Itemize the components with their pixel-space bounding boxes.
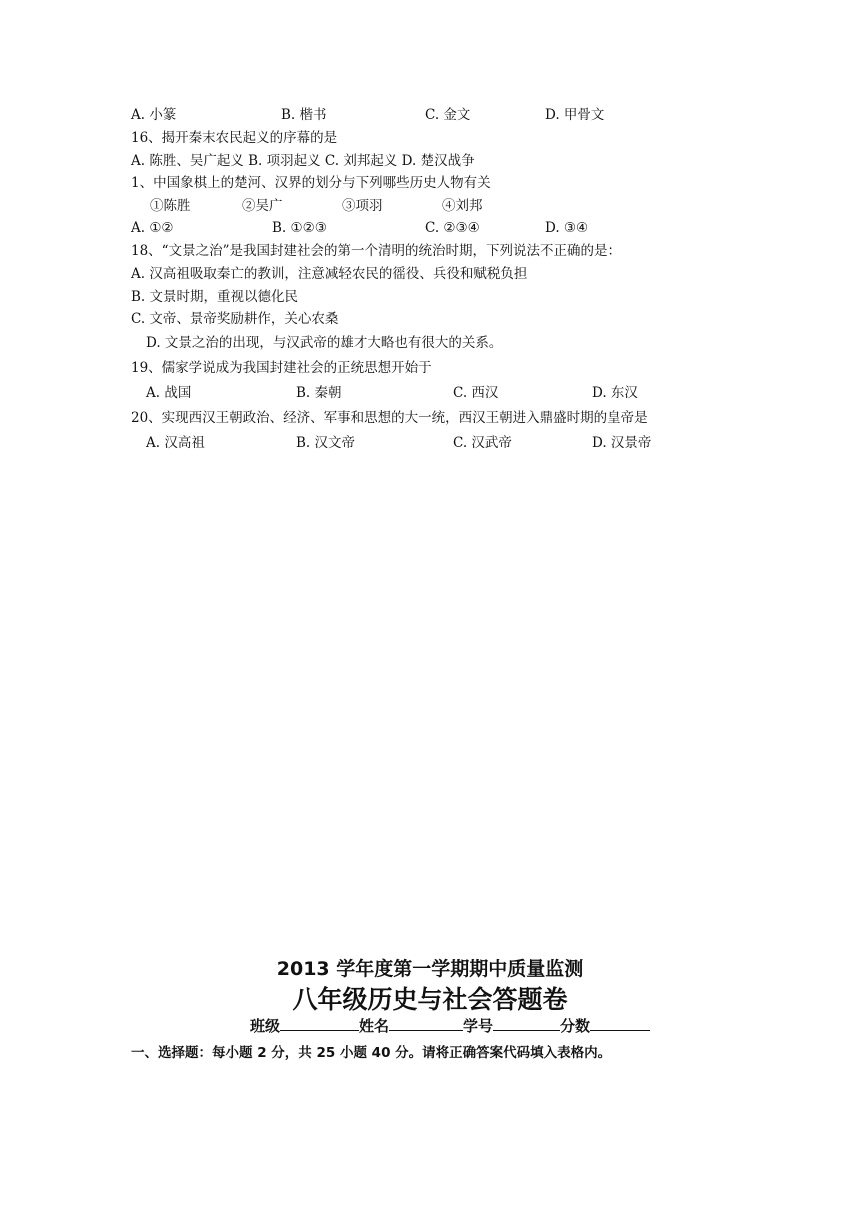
answer-sheet-title: 2013 学年度第一学期期中质量监测 [276,958,584,980]
q20-option-c: C. 汉武帝 [453,435,512,451]
q20-option-d: D. 汉景帝 [592,435,652,451]
name-label: 姓名 [359,1017,390,1035]
q15-option-d: D. 甲骨文 [545,107,605,123]
q15-option-a: A. 小篆 [131,107,177,123]
q19-stem: 19、儒家学说成为我国封建社会的正统思想开始于 [131,360,432,376]
q16-stem: 16、揭开秦末农民起义的序幕的是 [131,130,338,146]
q17-option-a: A. ①② [131,220,174,236]
score-blank[interactable] [590,1016,650,1031]
q15-option-c: C. 金文 [425,107,471,123]
id-label: 学号 [463,1017,494,1035]
q17-stem: 1、中国象棋上的楚河、汉界的划分与下列哪些历史人物有关 [131,175,491,191]
q20-option-a: A. 汉高祖 [146,435,205,451]
class-blank[interactable] [280,1016,359,1031]
q17-item-4: ④刘邦 [442,198,483,214]
q18-stem: 18、“文景之治”是我国封建社会的第一个清明的统治时期，下列说法不正确的是： [131,243,621,259]
q19-option-c: C. 西汉 [453,385,499,401]
q17-item-3: ③项羽 [342,198,383,214]
q18-option-b: B. 文景时期，重视以德化民 [131,289,299,305]
q17-option-c: C. ②③④ [425,220,480,236]
q18-option-c: C. 文帝、景帝奖励耕作，关心农桑 [131,311,339,327]
q17-option-d: D. ③④ [545,220,589,236]
answer-sheet-subtitle: 八年级历史与社会答题卷 [292,985,568,1014]
q17-option-b: B. ①②③ [272,220,327,236]
q15-option-b: B. 楷书 [281,107,327,123]
q19-option-a: A. 战国 [146,385,192,401]
q20-option-b: B. 汉文帝 [296,435,356,451]
score-label: 分数 [560,1017,591,1035]
name-blank[interactable] [389,1016,463,1031]
q17-item-1: ①陈胜 [150,198,191,214]
id-blank[interactable] [493,1016,560,1031]
q16-options: A. 陈胜、吴广起义 B. 项羽起义 C. 刘邦起义 D. 楚汉战争 [131,153,475,169]
q18-option-a: A. 汉高祖吸取秦亡的教训，注意减轻农民的徭役、兵役和赋税负担 [131,266,528,282]
student-info-line [250,1015,650,1036]
section-instruction: 一、选择题：每小题 2 分，共 25 小题 40 分。请将正确答案代码填入表格内。 [131,1045,612,1061]
q19-option-b: B. 秦朝 [296,385,342,401]
q17-item-2: ②吴广 [242,198,283,214]
q19-option-d: D. 东汉 [592,385,638,401]
class-label: 班级 [250,1017,281,1035]
q18-option-d: D. 文景之治的出现，与汉武帝的雄才大略也有很大的关系。 [146,335,503,351]
q20-stem: 20、实现西汉王朝政治、经济、军事和思想的大一统，西汉王朝进入鼎盛时期的皇帝是 [131,410,648,426]
